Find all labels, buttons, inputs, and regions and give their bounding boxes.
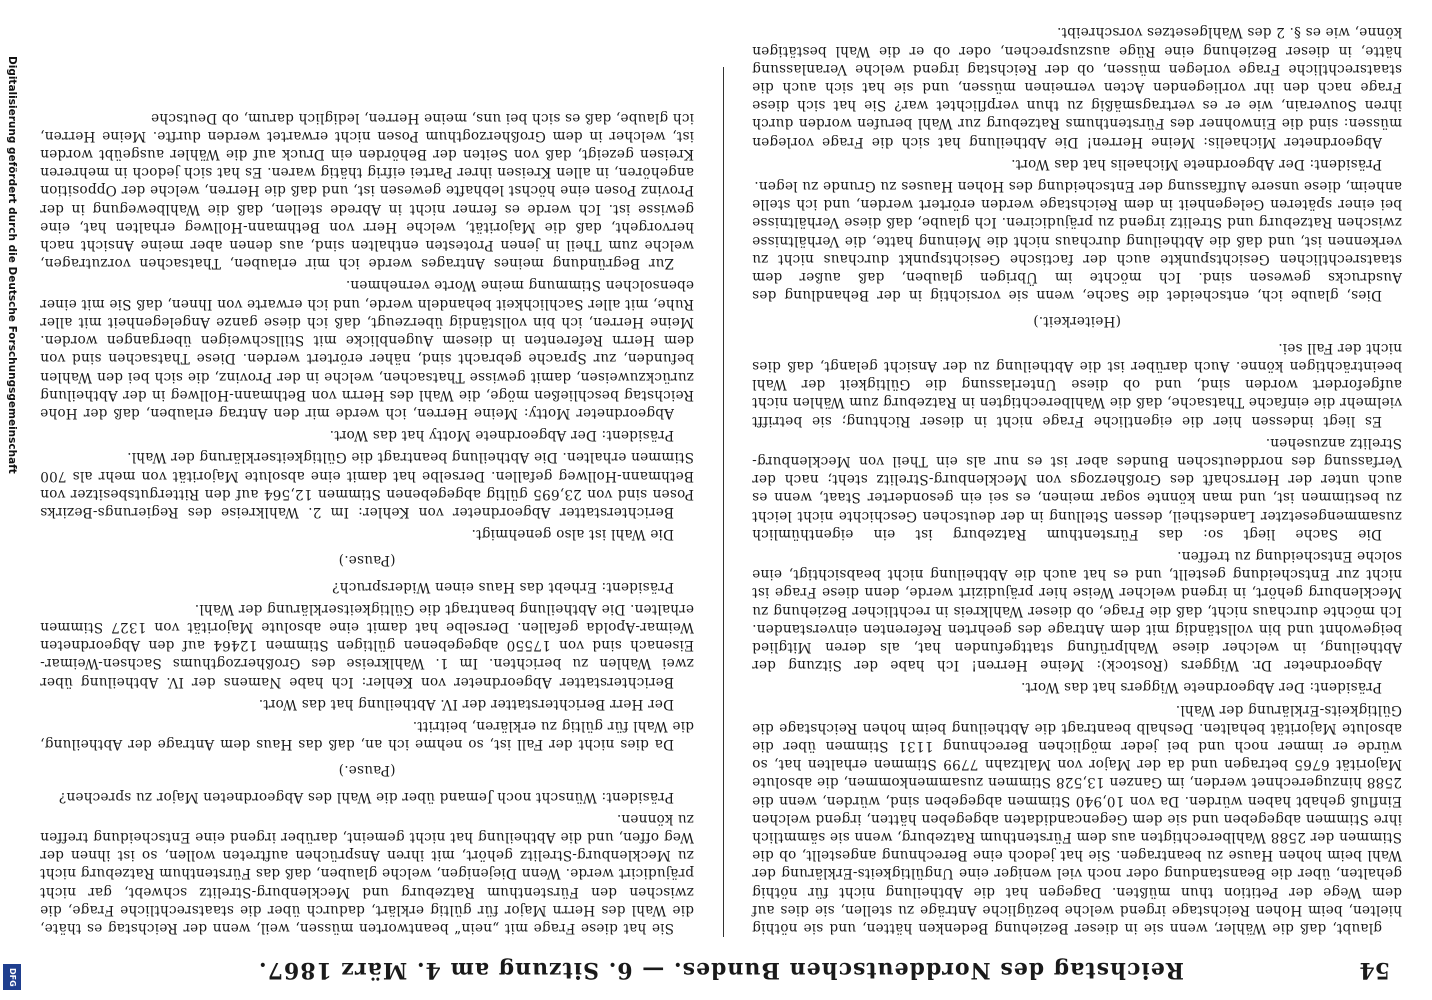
- column-divider: [723, 67, 724, 937]
- paragraph: Präsident: Erhebt das Haus einen Widerspruch?: [332, 578, 674, 595]
- running-title: Reichstag des Norddeutschen Bundes. — 6. Sitzung am 4. März 1867.: [258, 957, 1184, 983]
- paragraph: Abgeordneter Dr. Wiggers (Rostock): Meine Herren! Ich habe der Sitzung der Abtheilung, in welcher diese Wahlprüfung stattgefunden hat, als deren Mitglied beigewohnt und bin vollständig mit dem Antrage des geehrten Referenten einverstanden. Ich möchte durchaus nicht, daß die Frage, ob dieser Wahlkreis in rechtlicher Beziehung zu Mecklenburg gehört, in irgend welcher Weise hier präjudizirt werde, denn diese Frage ist nicht zur Entscheidung gestellt, und es hat auch die Abtheilung nicht beabsichtigt, eine solche Entscheidung zu treffen.: [752, 547, 1402, 674]
- paragraph: Präsident: Wünscht noch Jemand über die Wahl des Abgeordneten Major zu sprechen?: [58, 788, 674, 805]
- stage-direction: (Heiterkeit.): [1033, 313, 1121, 330]
- paragraph: Abgeordneter Michaelis: Meine Herren! Die Abtheilung hat sich die Frage vorlegen müssen: sind die Einwohner des Fürstenthums Ratzeburg zur Wahl berufen worden durch ihren Souverain, wie er es vertragsmäßig zu thun verpflichtet war? Sie hat sich diese Frage nach den ihr vorliegenden Acten verneinen müssen, und sie hat sich auch die staatsrechtliche Frage vorlegen müssen, ob der Reichstag irgend welche Veranlassung hätte, in dieser Beziehung eine Rüge auszusprechen, oder ob er die Wahl bestätigen könne, wie es §. 2 des Wahlgesetzes vorschreibt.: [752, 24, 1402, 150]
- paragraph: Da dies nicht der Fall ist, so nehme ich an, daß das Haus dem Antrage der Abtheilung, die Wahl für gültig zu erklären, beitritt.: [40, 717, 694, 753]
- paragraph: Der Herr Berichterstatter der IV. Abtheilung hat das Wort.: [258, 695, 674, 712]
- paragraph: Präsident: Der Abgeordnete Wiggers hat das Wort.: [1020, 679, 1382, 696]
- page-header: [40, 945, 1402, 985]
- dfg-logo: DFG: [3, 964, 21, 990]
- stage-direction: (Pause.): [338, 762, 396, 779]
- right-column: [40, 67, 694, 937]
- paragraph: Die Wahl ist also genehmigt.: [471, 526, 674, 543]
- paragraph: Sie hat diese Frage mit „nein“ beantworten müssen, weil, wenn der Reichstag es thäte, die Wahl des Herrn Major für gültig erklärt, dadurch über die staatsrechtliche Frage, die zwischen den Fürstenthum Ratzeburg und Mecklenburg-Strelitz schwebt, gar nicht präjudicirt werde. Wenn Diejenigen, welche glauben, daß das Fürstenthum Ratzeburg nicht zu Mecklenburg-Strelitz gehört, mit ihren Ansprüchen auftreten wollen, so ist ihnen der Weg offen, und die Abtheilung hat nicht gemeint, darüber irgend eine Entscheidung treffen zu können.: [40, 810, 694, 936]
- document-page: [40, 24, 1402, 985]
- paragraph: Die Sache liegt so: das Fürstenthum Ratzeburg ist ein eigenthümlich zusammengesetzter Landestheil, dessen Stellung in der deutschen Geschichte nicht leicht zu bestimmen ist, und man könnte sogar meinen, es sei ein gesonderter Staat, wenn es auch unter der Herrschaft des Großherzogs von Mecklenburg-Strelitz steht; nach der Verfassung des norddeutschen Bundes aber ist es nur als ein Theil von Mecklenburg-Strelitz anzusehen.: [752, 434, 1402, 542]
- paragraph: Abgeordneter Motty: Meine Herren, ich werde mir den Antrag erlauben, daß der Hohe Reichstag beschließen möge, die Wahl des Herrn von Bethmann-Hollweg in der Abtheilung zurückzuweisen, damit gewisse Thatsachen, welche in der Provinz, die sich bei den Wahlen befunden, zur Sprache gebracht sind, näher erörtert werden. Diese Thatsachen sind von dem Herrn Referenten in diesem Augenblicke mit Stillschweigen übergangen worden. Meine Herren, ich bin vollständig überzeugt, daß ich diese ganze Angelegenheit mit aller Ruhe, mit aller Sachlichkeit behandeln werde, und ich erwarte von Ihnen, daß Sie mit einer ebensolchen Stimmung meine Worte vernehmen.: [40, 277, 694, 421]
- paragraph: Dies, glaube ich, entscheidet die Sache, wenn sie vorsichtig in der Behandlung des Ausdrucks gewesen sind. Ich möchte im Übrigen glauben, daß außer dem staatsrechtlichen Gesichtspunkte auch der factische Gesichtspunkt durchaus nicht zu verkennen ist, und daß die Abtheilung durchaus nicht die Meinung hatte, die Verhältnisse zwischen Ratzeburg und Strelitz irgend zu präjudiciren. Ich glaube, daß diese Verhältnisse bei einer späteren Gelegenheit in dem Reichstage werden erörtert werden, und ich stelle anheim, diese unsere Auffassung der Entscheidung des Hohen Hauses zu Grunde zu legen.: [752, 178, 1402, 304]
- digitization-credit: [2, 40, 28, 990]
- credit-text: Digitalisierung gefördert durch die Deutsche Forschungsgemeinschaft: [6, 56, 18, 474]
- paragraph: Zur Begründung meines Antrages werde ich mir erlauben, Thatsachen vorzutragen, welche zum Theil in jenen Protesten enthalten sind, aus denen aber meine Ansicht nach hervorgeht, daß die Majorität, welche Herr von Bethmann-Hollweg erhalten hat, eine gewisse ist. Ich werde es ferner nicht in Abrede stellen, daß die Wahlbewegung in der Provinz Posen eine höchst lebhafte gewesen ist, und daß die Herren, welche der Opposition angehören, in allen Kreisen ihrer Partei eifrig thätig waren. Es hat sich jedoch in mehreren Kreisen gezeigt, daß von Seiten der Behörden ein Druck auf die Wähler ausgeübt worden ist, welcher in dem Großherzogthum Posen nicht erwartet werden durfte. Meine Herren, ich glaube, daß es sich bei uns, meine Herren, lediglich darum, ob Deutsche: [40, 109, 694, 272]
- paragraph: Präsident: Der Abgeordnete Motty hat das Wort.: [329, 427, 674, 444]
- paragraph: Es liegt indessen hier die eigentliche Frage nicht in dieser Richtung; sie betrifft vielmehr die einfache Thatsache, daß die Wahlberechtigten in Ratzeburg zum Wählen nicht aufgefordert worden sind, und ob diese Unterlassung die Gültigkeit der Wahl beeinträchtigen könne. Auch darüber ist die Abtheilung zu der Ansicht gelangt, daß dies nicht der Fall sei.: [752, 339, 1402, 429]
- stage-direction: (Pause.): [338, 552, 396, 569]
- paragraph: Präsident: Der Abgeordnete Michaelis hat das Wort.: [1010, 155, 1382, 172]
- left-column: [752, 24, 1402, 937]
- paragraph: Berichterstatter Abgeordneter von Kehler: Im 2. Wahlkreise des Regierungs-Bezirks Posen sind von 23,695 gültig abgegebenen Stimmen 12,564 auf den Rittergutsbesitzer von Bethmann-Hollweg gefallen. Derselbe hat damit eine absolute Majorität von mehr als 700 Stimmen erhalten. Die Abtheilung beantragt die Gültigkeitserklärung der Wahl.: [40, 449, 694, 520]
- paragraph: glaubt, daß die Wähler, wenn sie in dieser Beziehung Bedenken hätten, und sie nöthig hielten, beim Hohen Reichstage irgend welche bezügliche Anträge zu stellen, sie dies auf dem Wege der Petition thun müßten. Dagegen hat die Abtheilung nicht für nöthig gehalten, über die Beanstandung oder noch viel weniger eine Ungültigkeits-Erklärung der Wahl beim hohen Hause zu beantragen. Sie hat jedoch eine Berechnung angestellt, ob die Stimmen der 2588 Wahlberechtigten aus dem Fürstenthum Ratzeburg, wenn sie sämmtlich ihre Stimmen abgegeben und sie dem Gegencandidaten abgegeben hätten, irgend welchen Einfluß gehabt haben würden. Da von 10,940 Stimmen abgegeben sind, würden, wenn die 2588 hinzugerechnet werden, im Ganzen 13,528 Stimmen zusammenkommen, die absolute Majorität 6765 betragen und da der Major von Maltzahn 7799 Stimmen erhalten hat, so würde er immer noch und bei jeder möglichen Berechnung 1131 Stimmen über die absolute Majorität behalten. Deshalb beantragt die Abtheilung beim hohen Reichstage die Gültigkeits-Erklärung der Wahl.: [752, 701, 1402, 936]
- paragraph: Berichterstatter Abgeordneter von Kehler: Ich habe Namens der IV. Abtheilung über zwei Wahlen zu berichten. Im 1. Wahlkreise des Großherzogthums Sachsen-Weimar-Eisenach sind von 17550 abgegebenen gültigen Stimmen 12464 auf den Abgeordneten Weimar-Apolda gefallen. Derselbe hat damit eine absolute Majorität von 1327 Stimmen erhalten. Die Abtheilung beantragt die Gültigkeitserklärung der Wahl.: [40, 600, 694, 690]
- page-number: 54: [1359, 957, 1390, 983]
